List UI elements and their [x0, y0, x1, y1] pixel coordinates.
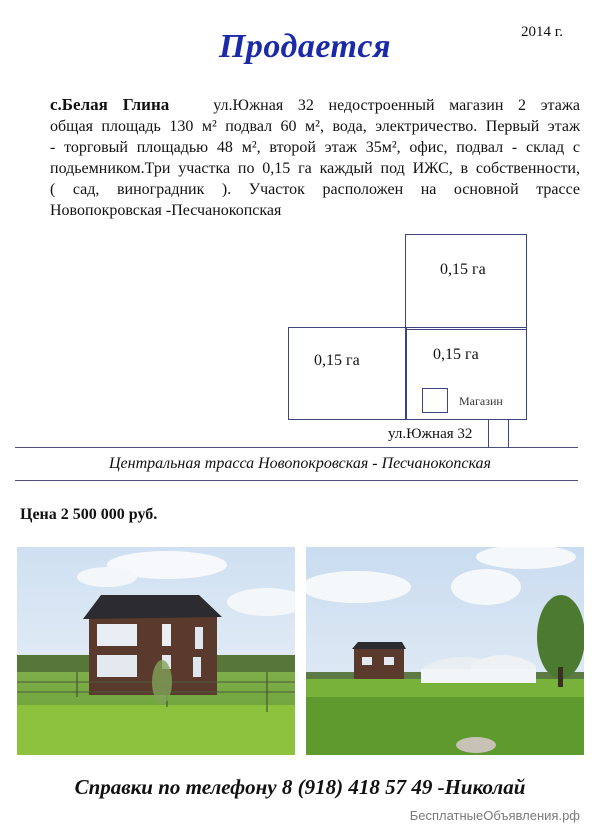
photo-house	[17, 547, 295, 755]
road-line-bottom	[15, 480, 578, 481]
price: Цена 2 500 000 руб.	[20, 506, 158, 523]
plot-bottom-right	[405, 327, 527, 420]
description	[20, 94, 580, 221]
driveway-line-right	[508, 420, 509, 447]
plot-bottom-left	[288, 327, 407, 420]
plot-label: 0,15 га	[440, 261, 486, 278]
description-line-5: ( сад, виноградник ). Участок расположен на основной трассе	[50, 181, 580, 198]
shop-building-icon	[422, 388, 448, 413]
highway-label: Центральная трасса Новопокровская - Песчанокопская	[109, 455, 491, 472]
plot-label: 0,15 га	[314, 352, 360, 369]
page-title: Продается	[218, 28, 392, 65]
house-photo-image	[17, 547, 295, 755]
description-line-6: Новопокровская -Песчанокопская	[50, 202, 282, 219]
description-line-2: общая площадь 130 м² подвал 60 м², вода, электричество. Первый этаж	[50, 118, 580, 135]
description-line-3: - торговый площадью 48 м², второй этаж 35м², офис, подвал - склад с	[50, 139, 580, 156]
road-line-top	[15, 447, 578, 448]
plot-photo-image	[306, 547, 584, 755]
photo-plot	[306, 547, 584, 755]
plot-label: 0,15 га	[433, 346, 479, 363]
description-line-4: подьемником.Три участка по 0,15 га каждый под ИЖС, в собственности,	[50, 160, 580, 177]
street-label: ул.Южная 32	[388, 426, 473, 442]
contact-phone: Справки по телефону 8 (918) 418 57 49 -Николай	[74, 775, 526, 799]
description-line-1: с.Белая Глина ул.Южная 32 недостроенный магазин 2 этажа	[50, 95, 581, 114]
driveway-line-left	[488, 420, 489, 447]
place-name: с.Белая Глина	[50, 95, 170, 114]
year-label: 2014 г.	[521, 24, 563, 40]
plot-top-right	[405, 234, 527, 330]
watermark: БесплатныеОбъявления.рф	[409, 808, 580, 823]
shop-label: Магазин	[459, 394, 503, 408]
